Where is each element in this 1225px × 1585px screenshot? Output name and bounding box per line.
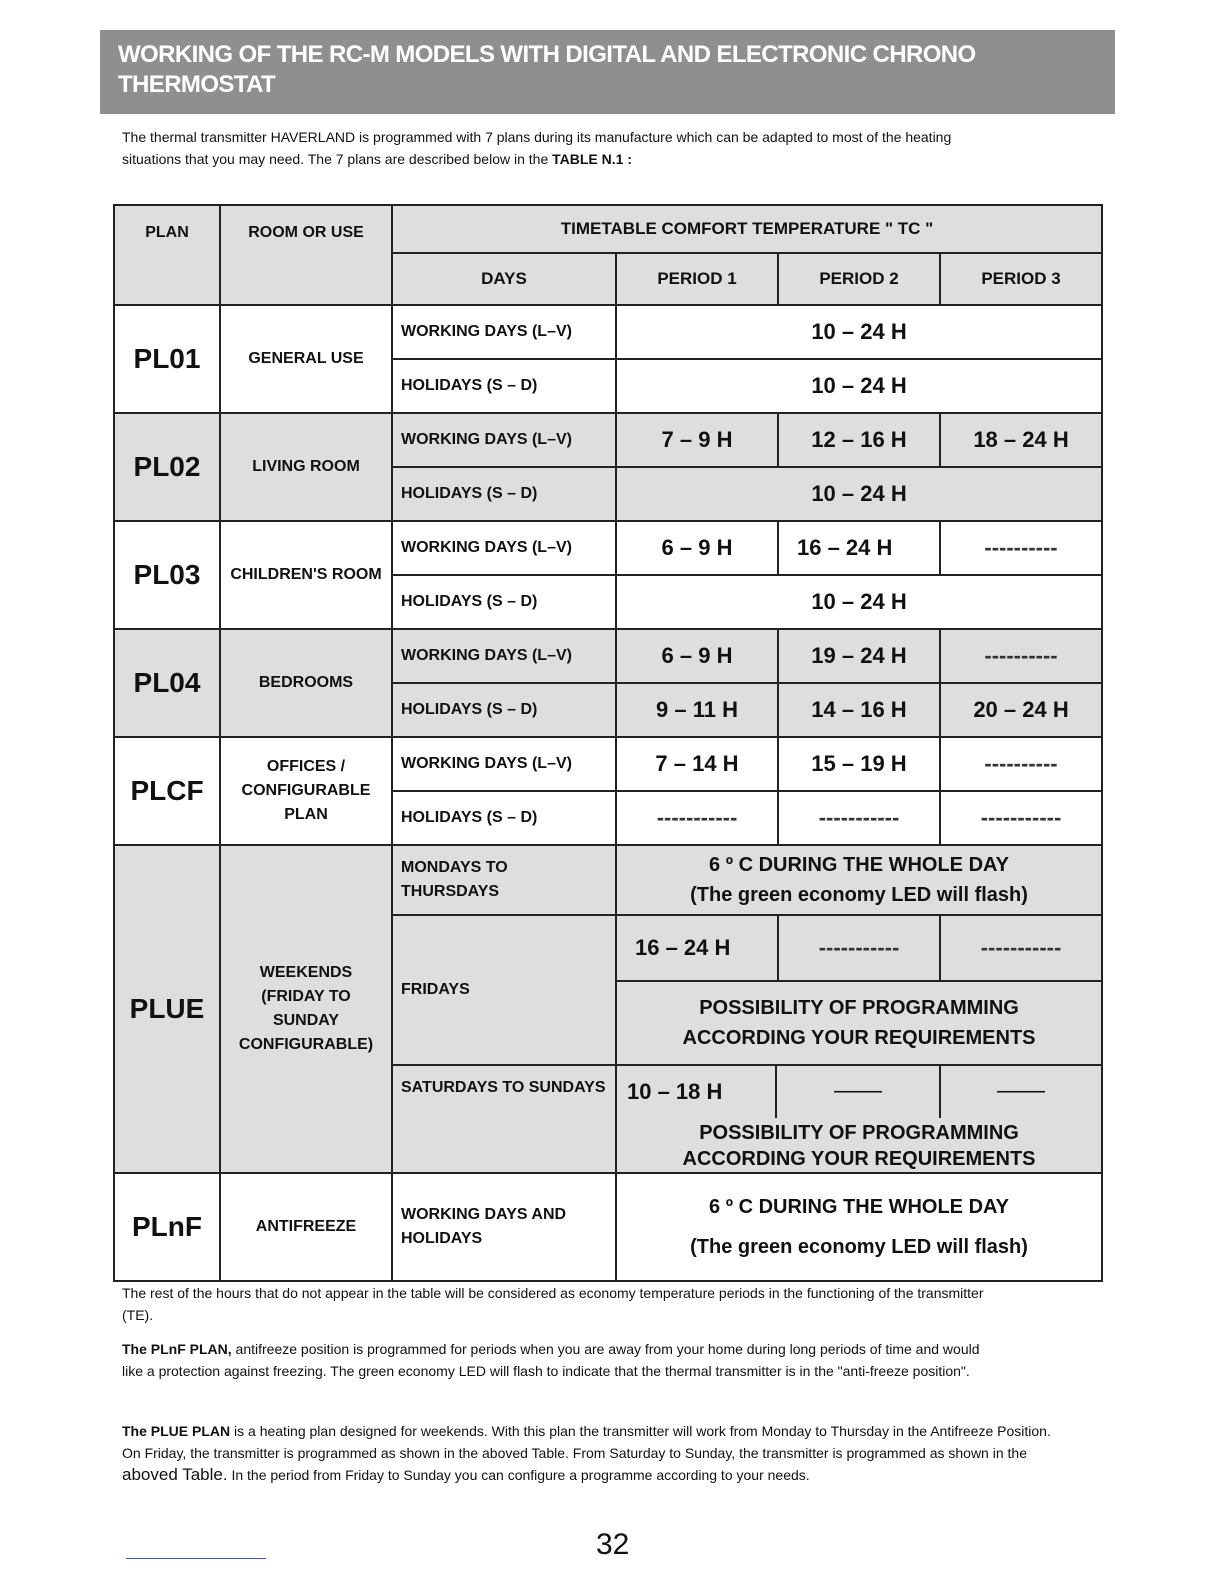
weekend-cell [616,1065,1102,1173]
period-value: 19 – 24 H [778,629,940,683]
plan-room: BEDROOMS [220,629,392,737]
footer-bold: The PLnF PLAN, [122,1341,232,1357]
note-line: 6 º C DURING THE WHOLE DAY [709,1196,1009,1218]
days-label: WORKING DAYS (L–V) [392,521,616,575]
all-day-note [616,1173,1102,1281]
period-value: 10 – 24 H [616,467,1102,521]
period-value: 10 – 24 H [616,359,1102,413]
plan-room: OFFICES / CONFIGURABLE PLAN [220,737,392,845]
header-days: DAYS [392,253,616,305]
footer-paragraph-3 [122,1420,1072,1486]
footer-text: In the period from Friday to Sunday you can configure a programme according to your needs. [227,1467,810,1483]
days-label: MONDAYS TO THURSDAYS [392,845,616,915]
period-value: ----------- [940,915,1102,981]
plan-room: LIVING ROOM [220,413,392,521]
period-value: ----------- [616,791,778,845]
period-value: 14 – 16 H [778,683,940,737]
plan-code: PL04 [114,629,220,737]
plan-code: PL02 [114,413,220,521]
page-number: 32 [596,1528,630,1561]
plan-code: PLnF [114,1173,220,1281]
footer-text: The rest of the hours that do not appear in the table will be considered as economy temperature periods in the functioning of the transmitter (TE). [122,1285,984,1323]
days-label: HOLIDAYS (S – D) [392,683,616,737]
header-room: ROOM OR USE [220,205,392,305]
days-label: WORKING DAYS (L–V) [392,305,616,359]
days-label: HOLIDAYS (S – D) [392,575,616,629]
days-label: FRIDAYS [392,915,616,1065]
footer-bold: The PLUE PLAN [122,1423,231,1439]
footnote-rule [126,1558,266,1559]
programming-note [617,1118,1101,1172]
footer-text: is a heating plan designed for weekends. With this plan the transmitter will work from Monday to Thursday in the Antifreeze Position. On Friday, the transmitter is programmed as shown in the aboved Table. From Saturday to Sunday, the transmitter is programmed as shown in the [122,1423,1051,1461]
period-value: ---------- [940,629,1102,683]
header-period-2: PERIOD 2 [778,253,940,305]
plan-code: PL03 [114,521,220,629]
programming-note [616,981,1102,1065]
plan-code: PL01 [114,305,220,413]
period-value: ---------- [940,521,1102,575]
note-line: (The green economy LED will flash) [690,1236,1028,1258]
footer-paragraph-2 [122,1338,992,1382]
plan-code: PLCF [114,737,220,845]
header-period-3: PERIOD 3 [940,253,1102,305]
days-label: WORKING DAYS (L–V) [392,737,616,791]
period-value: 6 – 9 H [616,629,778,683]
intro-text: The thermal transmitter HAVERLAND is programmed with 7 plans during its manufacture which can be adapted to most of the heating situations that you may need. The 7 plans are described below in the [122,129,952,167]
period-value: 6 – 9 H [616,521,778,575]
header-timetable: TIMETABLE COMFORT TEMPERATURE " TC " [392,205,1102,253]
all-day-note [616,845,1102,915]
period-value: 16 – 24 H [778,521,940,575]
period-value: 20 – 24 H [940,683,1102,737]
plan-room: ANTIFREEZE [220,1173,392,1281]
note-line: ACCORDING YOUR REQUIREMENTS [682,1148,1036,1170]
days-label: WORKING DAYS (L–V) [392,413,616,467]
note-line: (The green economy LED will flash) [690,884,1028,906]
period-value: 10 – 18 H [617,1066,777,1118]
days-label: WORKING DAYS AND HOLIDAYS [392,1173,616,1281]
period-value: ——— [997,1083,1046,1100]
period-value: ----------- [778,791,940,845]
header-period-1: PERIOD 1 [616,253,778,305]
period-value: 15 – 19 H [778,737,940,791]
period-value: ----------- [940,791,1102,845]
note-line: 6 º C DURING THE WHOLE DAY [709,854,1009,876]
days-label: HOLIDAYS (S – D) [392,791,616,845]
plan-room: GENERAL USE [220,305,392,413]
plan-code: PLUE [114,845,220,1173]
period-value: 9 – 11 H [616,683,778,737]
intro-paragraph [122,126,982,170]
days-label: HOLIDAYS (S – D) [392,467,616,521]
header-plan: PLAN [114,205,220,305]
plan-room: CHILDREN'S ROOM [220,521,392,629]
note-line: ACCORDING YOUR REQUIREMENTS [682,1027,1036,1049]
period-value: ----------- [778,915,940,981]
period-value: 7 – 9 H [616,413,778,467]
period-value: 18 – 24 H [940,413,1102,467]
note-line: POSSIBILITY OF PROGRAMMING [699,997,1019,1019]
days-label: WORKING DAYS (L–V) [392,629,616,683]
days-label: SATURDAYS TO SUNDAYS [392,1065,616,1173]
footer-text: aboved Table. [122,1465,228,1484]
table-reference: TABLE N.1 : [552,151,632,167]
period-value: 7 – 14 H [616,737,778,791]
days-label: HOLIDAYS (S – D) [392,359,616,413]
plans-table [113,204,1103,1282]
plan-room: WEEKENDS (FRIDAY TO SUNDAY CONFIGURABLE) [220,845,392,1173]
period-value: 10 – 24 H [616,575,1102,629]
period-value: ---------- [940,737,1102,791]
weekend-periods [617,1066,1101,1118]
page-title-banner [100,30,1115,114]
period-value: ——— [777,1066,941,1118]
period-value: 10 – 24 H [616,305,1102,359]
page-title: WORKING OF THE RC-M MODELS WITH DIGITAL AND ELECTRONIC CHRONO THERMOSTAT [118,41,976,98]
footer-paragraph-1 [122,1282,992,1326]
period-value: 12 – 16 H [778,413,940,467]
note-line: POSSIBILITY OF PROGRAMMING [699,1122,1019,1144]
period-value: 16 – 24 H [616,915,778,981]
footer-text: antifreeze position is programmed for periods when you are away from your home during long periods of time and would like a protection against freezing. The green economy LED will flash to indicate that the thermal transmitter is in the "anti-freeze position". [122,1341,980,1379]
